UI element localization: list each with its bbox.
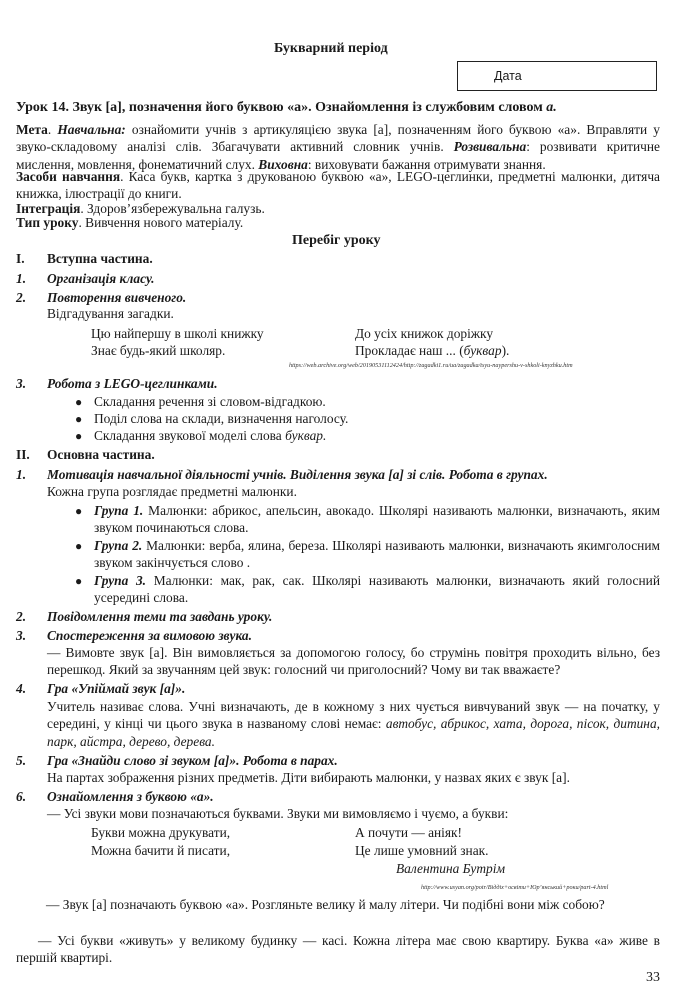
s2-item6-num: 6. (16, 789, 27, 804)
poem-line-2: Можна бачити й писати, (91, 843, 231, 858)
bullet-dot: ● (75, 504, 83, 518)
s2-item5-text: На партах зображення різних предметів. Діти вибирають малюнки, у назвах яких є звук [а]. (47, 770, 570, 785)
s2-item6-title: Ознайомлення з буквою «а». (47, 789, 214, 804)
lesson-integration: Інтеграція. Здоров’язбережувальна галузь. (16, 201, 265, 216)
riddle-source-url: https://web.archive.org/web/20190531112424/http://zagadki1.ru/ua/zagadka/tsyu-naypershu-v-shkoli-knyzhku.htm (289, 362, 573, 369)
riddle-line-4: Прокладає наш ... (буквар). (355, 343, 510, 358)
s2-item4-title: Гра «Упіймай звук [а]». (47, 681, 186, 696)
s2-item2-num: 2. (16, 609, 27, 624)
poem-source-url: http://www.usyan.org/potr/Віддіх+освіти+Юр’янський+роки/part-4.html (421, 884, 609, 891)
period-title: Букварний період (274, 41, 388, 56)
bullet-dot: ● (75, 539, 83, 553)
s1-item2-text: Відгадування загадки. (47, 306, 174, 321)
s2-item4-num: 4. (16, 681, 27, 696)
page-number: 33 (646, 970, 660, 985)
date-label: Дата (494, 69, 522, 83)
closing-paragraph-1: — Звук [а] позначають буквою «а». Розгляньте велику й малу літери. Чи подібні вони між собою? (46, 897, 605, 912)
lesson-goal: Мета. Навчальна: ознайомити учнів з артикуляцією звука [а], позначенням його буквою «а». Вправляти у звуко-складовому аналізі слів. Збагачувати активний словник учнів. Розвивальна: розвивати критичне мислення, мовлення, фонематичний слух. Виховна: виховувати бажання отримувати знання. (16, 122, 661, 172)
bullet-dot: ● (75, 574, 83, 588)
s1-item3-num: 3. (16, 376, 27, 391)
s2-item3-text: — Вимовте звук [а]. Він вимовляється за допомогою голосу, бо струмінь повітря проходить вільно, без перешкод. Який за звучанням цей звук: голосний чи приголосний? Чому ви так вважаєте? (47, 645, 660, 678)
bullet-dot: ● (75, 412, 83, 426)
s2-item4-text: Учитель називає слова. Учні визначають, де в кожному з них чується вивчуваний звук — на початку, у середині, у кінці чи цього звука в названому слові немає: автобус, абрикос, хата, дорога, пісок, дитина, парк, айстра, дерево, дерева. (47, 699, 660, 749)
bullet-dot: ● (75, 429, 83, 443)
s2-item1-title: Мотивація навчальної діяльності учнів. Виділення звука [а] зі слів. Робота в групах. (47, 467, 548, 482)
closing-paragraph-2: — Усі букви «живуть» у великому будинку — касі. Кожна літера має свою квартиру. Буква «а» живе в першій квартирі. (16, 933, 660, 966)
lego-bullet-2: Поділ слова на склади, визначення наголосу. (94, 411, 349, 426)
s2-item6-text: — Усі звуки мови позначаються буквами. Звуки ми вимовляємо і чуємо, а букви: (47, 806, 509, 821)
s1-item2-num: 2. (16, 290, 27, 305)
s2-item3-title: Спостереження за вимовою звука. (47, 628, 252, 643)
section2-title: Основна частина. (47, 447, 155, 462)
course-title: Перебіг уроку (292, 233, 381, 248)
s1-item1-num: 1. (16, 271, 27, 286)
bullet-dot: ● (75, 395, 83, 409)
section1-num: I. (16, 251, 25, 266)
group-2: Група 2. Малюнки: верба, ялина, береза. Школярі називають малюнки, визначають якимголосним звуком закінчується слово . (94, 538, 660, 571)
poem-line-4: Це лише умовний знак. (355, 843, 489, 858)
riddle-line-1: Цю найпершу в школі книжку (91, 326, 264, 341)
section2-num: II. (16, 447, 30, 462)
s2-item1-intro: Кожна група розглядає предметні малюнки. (47, 484, 297, 499)
lego-bullet-1: Складання речення зі словом-відгадкою. (94, 394, 326, 409)
lesson-title: Урок 14. Звук [а], позначення його буквою «а». Ознайомлення із службовим словом а. (16, 100, 557, 115)
riddle-line-3: До усіх книжок доріжку (355, 326, 494, 341)
riddle-line-2: Знає будь-який школяр. (91, 343, 226, 358)
section1-title: Вступна частина. (47, 251, 153, 266)
s2-item5-title: Гра «Знайди слово зі звуком [а]». Робота в парах. (47, 753, 338, 768)
poem-line-1: Букви можна друкувати, (91, 825, 231, 840)
s2-item5-num: 5. (16, 753, 27, 768)
s2-item1-num: 1. (16, 467, 27, 482)
lesson-type: Тип уроку. Вивчення нового матеріалу. (16, 215, 244, 230)
poem-line-3: А почути — аніяк! (355, 825, 463, 840)
group-1: Група 1. Малюнки: абрикос, апельсин, авокадо. Школярі називають малюнки, визначають, яким звуком починаються слова. (94, 503, 660, 536)
date-box (457, 61, 657, 91)
s1-item2-title: Повторення вивченого. (47, 290, 187, 305)
s1-item1-title: Організація класу. (47, 271, 155, 286)
group-3: Група 3. Малюнки: мак, рак, сак. Школярі називають малюнки, визначають який голосний усередині слова. (94, 573, 660, 606)
s1-item3-title: Робота з LEGO-цеглинками. (47, 376, 218, 391)
lesson-means: Засоби навчання. Каса букв, картка з друкованою буквою «а», LEGO-цеглинки, предметні малюнки, дитяча книжка, ілюстрації до книги. (16, 169, 660, 202)
lego-bullet-3: Складання звукової моделі слова буквар. (94, 428, 327, 443)
s2-item3-num: 3. (16, 628, 27, 643)
poem-author: Валентина Бутрім (396, 861, 505, 876)
s2-item2-title: Повідомлення теми та завдань уроку. (47, 609, 273, 624)
